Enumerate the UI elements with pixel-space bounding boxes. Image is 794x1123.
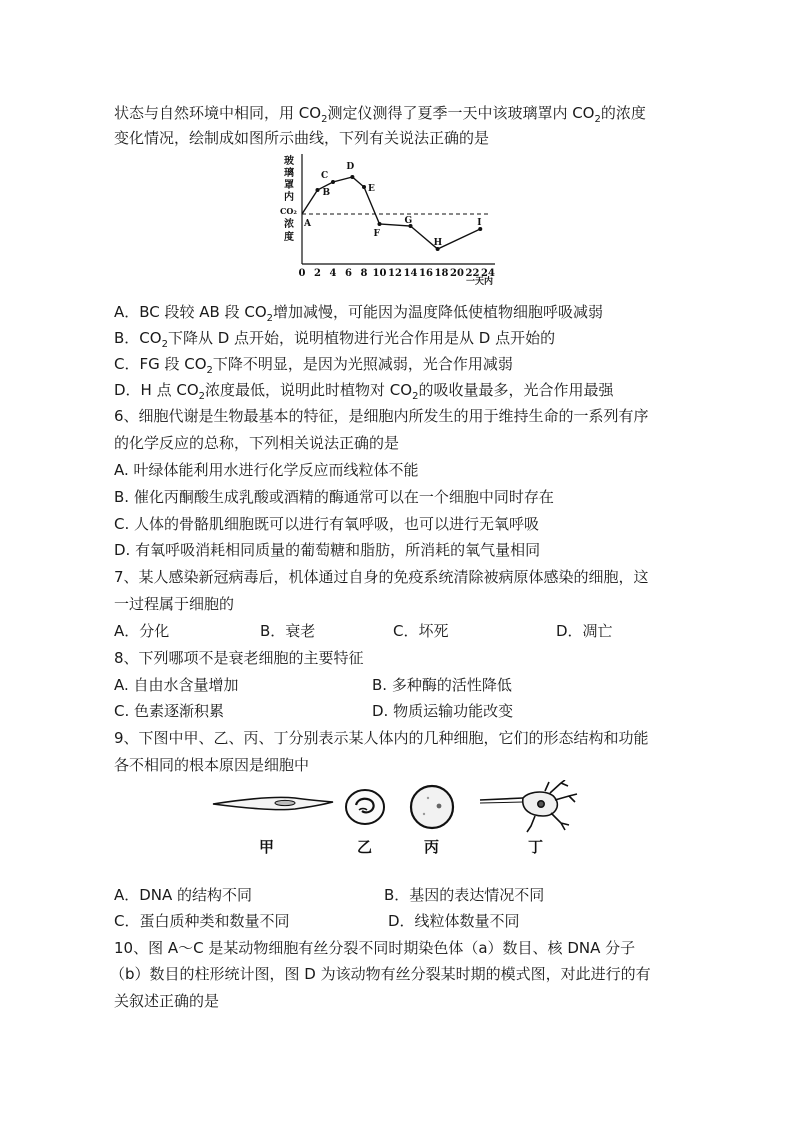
point-label-c: C xyxy=(321,171,329,181)
q6-option-b: B. 催化丙酮酸生成乳酸或酒精的酶通常可以在一个细胞中同时存在 xyxy=(114,488,554,506)
x-tick-6: 6 xyxy=(345,268,352,279)
q7-option-a: A．分化 xyxy=(114,622,170,640)
x-axis-label: 一天内 xyxy=(466,277,494,286)
y-axis-label xyxy=(280,154,297,243)
cell-label-jia: 甲 xyxy=(259,838,275,856)
q7-option-b: B．衰老 xyxy=(260,622,316,640)
point-label-i: I xyxy=(477,218,482,228)
cell-ding-shape xyxy=(480,780,577,832)
x-tick-10: 10 xyxy=(372,268,387,279)
q8-option-b: B. 多种酶的活性降低 xyxy=(372,676,512,694)
x-tick-4: 4 xyxy=(329,268,337,279)
cell-figure xyxy=(205,780,590,860)
point-label-h: H xyxy=(433,238,443,248)
q8-stem: 8、下列哪项不是衰老细胞的主要特征 xyxy=(114,649,364,667)
x-tick-22: 22 xyxy=(465,268,480,279)
x-tick-16: 16 xyxy=(419,268,433,279)
point-label-d: D xyxy=(346,162,355,172)
q6-option-c: C. 人体的骨骼肌细胞既可以进行有氧呼吸，也可以进行无氧呼吸 xyxy=(114,515,540,533)
y-label-char: 玻 xyxy=(284,156,294,167)
x-tick-2: 2 xyxy=(314,268,321,279)
x-tick-18: 18 xyxy=(434,268,449,279)
point-f xyxy=(378,222,382,226)
cell-jia-shape xyxy=(213,797,333,809)
q8-option-d: D. 物质运输功能改变 xyxy=(372,702,514,720)
y-label-char: 罩 xyxy=(284,180,294,191)
y-label-char: CO₂ xyxy=(280,206,297,216)
q10-line-3: 关叙述正确的是 xyxy=(114,992,220,1010)
q9-option-c: C．蛋白质种类和数量不同 xyxy=(114,912,290,930)
y-label-char: 内 xyxy=(284,192,294,203)
cell-bing-shape xyxy=(411,786,453,828)
point-label-e: E xyxy=(368,184,375,194)
q9-option-b: B．基因的表达情况不同 xyxy=(384,886,545,904)
q10-line-1: 10、图 A～C 是某动物细胞有丝分裂不同时期染色体（a）数目、核 DNA 分子 xyxy=(114,939,636,957)
y-label-char: 璃 xyxy=(284,168,294,179)
q6-option-d: D. 有氧呼吸消耗相同质量的葡萄糖和脂肪，所消耗的氧气量相同 xyxy=(114,541,541,559)
x-tick-0: 0 xyxy=(298,268,306,279)
q9-option-a: A．DNA 的结构不同 xyxy=(114,886,253,904)
x-tick-12: 12 xyxy=(388,268,402,279)
q9-stem-1: 9、下图中甲、乙、丙、丁分别表示某人体内的几种细胞，它们的形态结构和功能 xyxy=(114,729,649,747)
point-e xyxy=(362,185,366,189)
point-c xyxy=(331,180,335,184)
intro-line-2: 变化情况，绘制成如图所示曲线，下列有关说法正确的是 xyxy=(114,129,490,147)
co2-concentration-chart xyxy=(270,154,500,286)
q7-stem-1: 7、某人感染新冠病毒后，机体通过自身的免疫系统清除被病原体感染的细胞，这 xyxy=(114,568,649,586)
q5-option-d: D．H 点 $CO_2$浓度最低，说明此时植物对 $CO_2$的吸收量最多，光合作用最强 xyxy=(114,381,614,402)
cell-yi-shape xyxy=(346,790,384,824)
q5-option-a: A．BC 段较 AB 段 $CO_2$增加减慢，可能因为温度降低使植物细胞呼吸减弱 xyxy=(114,303,604,324)
point-label-b: B xyxy=(322,188,331,198)
point-label-f: F xyxy=(373,229,380,239)
q10-line-2: （b）数目的柱形统计图，图 D 为该动物有丝分裂某时期的模式图，对此进行的有 xyxy=(110,965,651,983)
q9-option-d: D．线粒体数量不同 xyxy=(388,912,520,930)
cell-label-yi: 乙 xyxy=(357,838,373,856)
q5-option-c: C．FG 段 $CO_2$下降不明显，是因为光照减弱，光合作用减弱 xyxy=(114,355,513,376)
q9-stem-2: 各不相同的根本原因是细胞中 xyxy=(114,756,310,774)
point-b xyxy=(316,188,320,192)
q6-option-a: A. 叶绿体能利用水进行化学反应而线粒体不能 xyxy=(114,461,419,479)
x-tick-8: 8 xyxy=(360,268,368,279)
q5-option-b: B．$CO_2$下降从 D 点开始，说明植物进行光合作用是从 D 点开始的 xyxy=(114,329,556,350)
q7-option-d: D．凋亡 xyxy=(556,622,613,640)
x-tick-20: 20 xyxy=(450,268,464,279)
y-label-char: 度 xyxy=(284,232,294,243)
x-tick-24: 24 xyxy=(481,268,495,279)
q6-stem-2: 的化学反应的总称，下列相关说法正确的是 xyxy=(114,434,400,452)
point-d xyxy=(350,175,354,179)
point-label-g: G xyxy=(404,216,413,226)
cell-label-ding: 丁 xyxy=(528,838,544,856)
q6-stem-1: 6、细胞代谢是生物最基本的特征，是细胞内所发生的用于维持生命的一系列有序 xyxy=(114,407,649,425)
q8-option-c: C. 色素逐渐积累 xyxy=(114,702,225,720)
intro-line-1: 状态与自然环境中相同，用 $CO_2$测定仪测得了夏季一天中该玻璃罩内 $CO_2$的浓度 xyxy=(114,104,646,125)
x-tick-14: 14 xyxy=(403,268,418,279)
q8-option-a: A. 自由水含量增加 xyxy=(114,676,239,694)
point-label-a: A xyxy=(304,219,311,229)
cell-label-bing: 丙 xyxy=(424,838,440,856)
q7-option-c: C．坏死 xyxy=(393,622,449,640)
y-label-char: 浓 xyxy=(284,219,294,230)
q7-stem-2: 一过程属于细胞的 xyxy=(114,595,235,613)
